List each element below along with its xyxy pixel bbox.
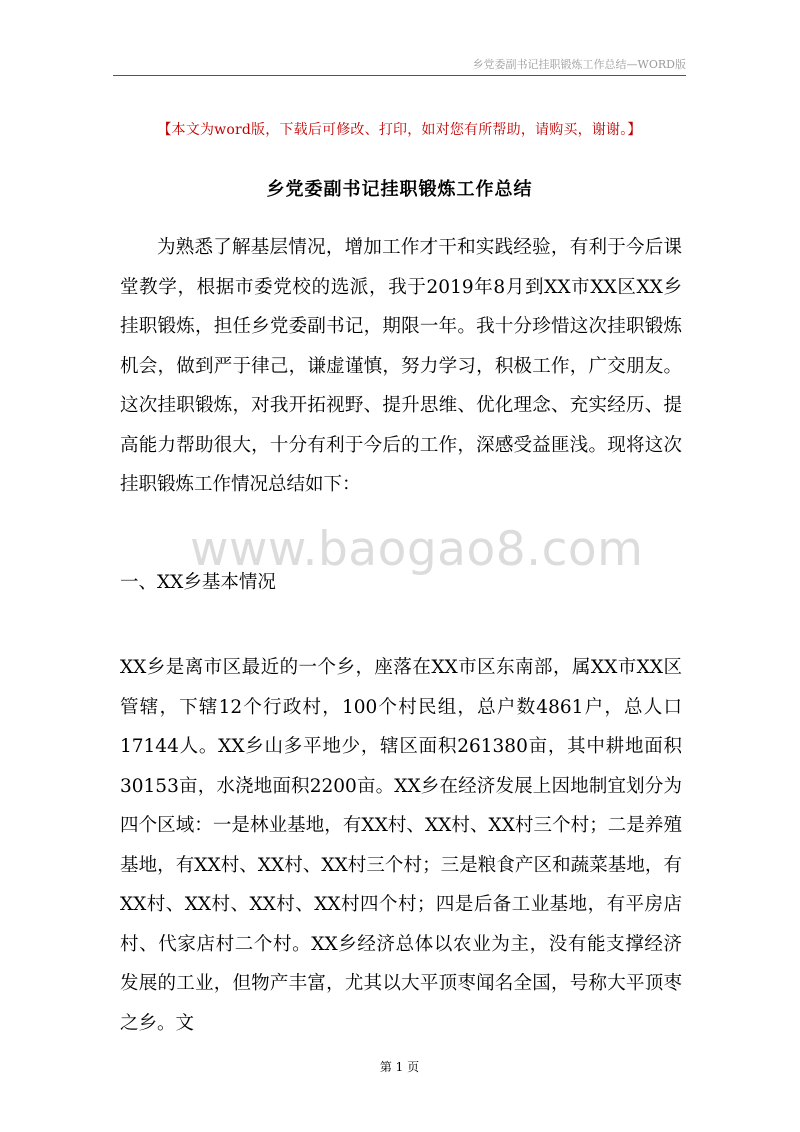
section-paragraph: XX乡是离市区最近的一个乡，座落在XX市区东南部，属XX市XX区管辖，下辖12个行政村，100个村民组，总户数4861户，总人口17144人。XX乡山多平地少，辖区面积261380亩，其中耕地面积30153亩，水浇地面积2200亩。XX乡在经济发展上因地制宜划分为四个区域：一是林业基地，有XX村、XX村、XX村三个村；二是养殖基地，有XX村、XX村、XX村三个村；三是粮食产区和蔬菜基地，有XX村、XX村、XX村、XX村四个村；四是后备工业基地，有平房店村、代家店村二个村。XX乡经济总体以农业为主，没有能支撑经济发展的工业，但物产丰富，尤其以大平顶枣闻名全国，号称大平顶枣之乡。文 <box>120 657 682 1034</box>
header-divider <box>113 75 686 76</box>
running-header: 乡党委副书记挂职锻炼工作总结—WORD版 <box>472 58 686 71</box>
purchase-notice: 【本文为word版，下载后可修改、打印，如对您有所帮助，请购买，谢谢。】 <box>157 122 642 138</box>
section-heading: 一、XX乡基本情况 <box>120 572 276 593</box>
site-watermark: www.baogao8.com <box>190 522 644 577</box>
intro-paragraph: 为熟悉了解基层情况，增加工作才干和实践经验，有利于今后课堂教学，根据市委党校的选派，我于2019年8月到XX市XX区XX乡挂职锻炼，担任乡党委副书记，期限一年。我十分珍惜这次挂职锻炼机会，做到严于律己，谦虚谨慎，努力学习，积极工作，广交朋友。这次挂职锻炼，对我开拓视野、提升思维、优化理念、充实经历、提高能力帮助很大，十分有利于今后的工作，深感受益匪浅。现将这次挂职锻炼工作情况总结如下： <box>120 237 682 495</box>
page-number: 第 1 页 <box>379 1060 420 1074</box>
document-title: 乡党委副书记挂职锻炼工作总结 <box>266 179 533 200</box>
